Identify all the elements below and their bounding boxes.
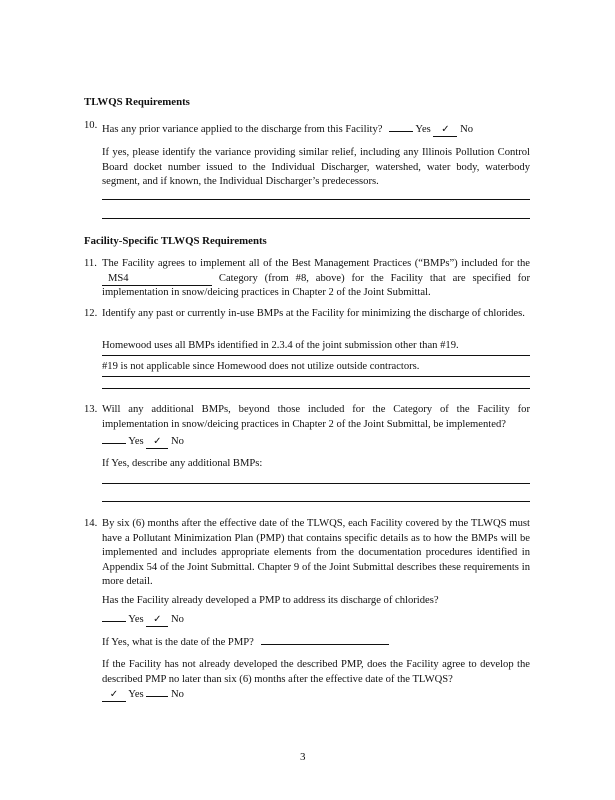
q10-followup-text: If yes, please identify the variance providing similar relief, including any Illinois Pollution Control Board docket number issued to the Individual Discharger, watershed, water body, waterbody segment, and if known, the Individual Discharger’s predecessors.	[102, 147, 530, 187]
category-answer-field[interactable]	[102, 273, 212, 286]
question-text: By six (6) months after the effective date of the TLWQS, each Facility covered by the TLWQS must have a Pollutant Minimization Plan (PMP) that contains specific details as to how the BMPs will be implemented and includes appropriate elements from the documentation procedures identified in Appendix 54 of the Joint Submittal. Chapter 9 of the Joint Submittal describes these requirements in more detail.	[102, 518, 530, 587]
check-mark-icon: ✓	[153, 614, 162, 625]
bmp-answer-line-1[interactable]: Homewood uses all BMPs identified in 2.3.4 of the joint submission other than #19.	[102, 339, 530, 356]
question-14	[84, 517, 530, 590]
category-value: MS4	[108, 272, 129, 284]
yes-label: Yes	[128, 614, 144, 625]
answer-line[interactable]	[102, 483, 530, 484]
bmp-answer-line-2[interactable]: #19 is not applicable since Homewood does not utilize outside contractors.	[102, 360, 530, 377]
q14-date-question	[102, 632, 530, 651]
q13-yes-no	[102, 431, 530, 450]
pmp-date-field[interactable]	[261, 632, 389, 645]
answer-line[interactable]	[102, 501, 530, 502]
question-number: 12.	[84, 308, 98, 319]
yes-label: Yes	[128, 436, 144, 447]
question-number: 10.	[84, 120, 98, 131]
no-label: No	[171, 689, 184, 700]
yes-answer-blank[interactable]	[102, 689, 126, 702]
question-number: 11.	[84, 258, 97, 269]
no-label: No	[460, 124, 474, 135]
yes-label: Yes	[128, 689, 144, 700]
check-mark-icon: ✓	[153, 436, 162, 447]
no-answer-blank[interactable]	[146, 614, 168, 627]
no-label: No	[171, 614, 184, 625]
question-10	[84, 119, 530, 138]
yes-label: Yes	[415, 124, 431, 135]
no-answer-blank[interactable]	[433, 124, 457, 137]
question-text: Identify any past or currently in-use BMPs at the Facility for minimizing the discharge of chlorides.	[102, 308, 525, 319]
question-12	[84, 307, 530, 322]
q14-agree-yes-no	[102, 684, 530, 703]
no-label: No	[171, 436, 184, 447]
question-text: Will any additional BMPs, beyond those included for the Category of the Facility for implementation in snow/deicing practices in Chapter 2 of the Joint Submittal, be implemented?	[102, 404, 530, 430]
page-number: 3	[300, 751, 306, 763]
question-number: 14.	[84, 518, 98, 529]
q13-followup-text: If Yes, describe any additional BMPs:	[102, 458, 263, 469]
question-text: The Facility agrees to implement all of the Best Management Practices (“BMPs”) included for the	[102, 258, 530, 269]
section-heading-tlwqs: TLWQS Requirements	[84, 96, 190, 108]
answer-line[interactable]	[102, 388, 530, 389]
check-mark-icon: ✓	[441, 124, 450, 135]
section-heading-facility: Facility-Specific TLWQS Requirements	[84, 235, 267, 247]
date-question-text: If Yes, what is the date of the PMP?	[102, 637, 254, 648]
question-11	[84, 257, 530, 301]
no-answer-blank[interactable]	[146, 684, 168, 697]
answer-line[interactable]	[102, 218, 530, 219]
q14-pmp-yes-no	[102, 609, 530, 628]
check-mark-icon: ✓	[109, 689, 119, 700]
answer-line[interactable]	[102, 199, 530, 200]
yes-answer-blank[interactable]	[102, 431, 126, 444]
question-text-continued: Category (from #8, above) for the Facility that are specified for implementation in snow/deicing practices in Chapter 2 of the Joint Submittal.	[102, 272, 530, 298]
yes-answer-blank[interactable]	[102, 609, 126, 622]
question-number: 13.	[84, 404, 98, 415]
q14-pmp-question: Has the Facility already developed a PMP to address its discharge of chlorides?	[102, 595, 439, 606]
yes-answer-blank[interactable]	[389, 119, 413, 132]
no-answer-blank[interactable]	[146, 436, 168, 449]
q14-agree-question: If the Facility has not already developed the described PMP, does the Facility agree to develop the described PMP no later than six (6) months after the effective date of the TLWQS?	[102, 659, 530, 685]
question-text: Has any prior variance applied to the discharge from this Facility?	[102, 124, 383, 135]
question-13	[84, 403, 530, 432]
